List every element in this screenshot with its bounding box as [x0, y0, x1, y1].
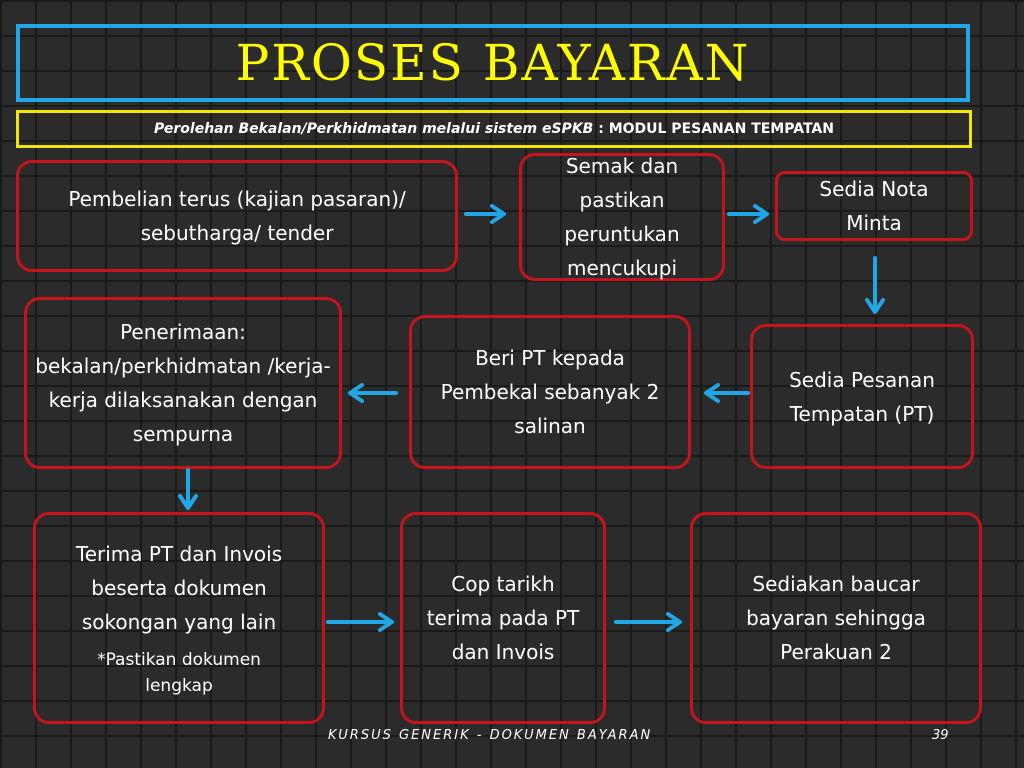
arrow-down-icon	[176, 468, 200, 512]
footer-course: KURSUS GENERIK - DOKUMEN BAYARAN	[328, 728, 653, 743]
arrow-down-icon	[863, 254, 887, 318]
arrow-right-icon	[725, 202, 775, 226]
arrow-left-icon	[700, 381, 752, 405]
step-semak	[519, 153, 725, 281]
step-nota-minta-text: Sedia Nota Minta	[819, 177, 929, 235]
subtitle-banner	[16, 110, 972, 148]
step-cop-tarikh	[400, 512, 606, 724]
step-beri-pt-text: Beri PT kepada Pembekal sebanyak 2 salinan	[440, 346, 660, 438]
step-terima-pt	[33, 512, 325, 724]
subtitle-italic: Perolehan Bekalan/Perkhidmatan melalui sistem eSPKB	[154, 121, 594, 137]
step-pembelian	[16, 160, 458, 272]
subtitle	[154, 121, 834, 137]
step-terima-pt-text: Terima PT dan Invois beserta dokumen sokongan yang lain	[75, 542, 283, 634]
step-terima-pt-note: *Pastikan dokumen lengkap	[97, 650, 261, 696]
subtitle-plain: : MODUL PESANAN TEMPATAN	[593, 121, 834, 137]
step-pembelian-text: Pembelian terus (kajian pasaran)/ sebutharga/ tender	[68, 187, 406, 245]
step-baucar-text: Sediakan baucar bayaran sehingga Perakuan 2	[746, 572, 926, 664]
page-title: PROSES BAYARAN	[235, 34, 751, 92]
step-penerimaan	[24, 297, 342, 469]
arrow-right-icon	[612, 610, 688, 634]
page-number: 39	[932, 728, 949, 743]
arrow-right-icon	[462, 202, 512, 226]
step-nota-minta	[775, 171, 973, 241]
title-banner	[16, 24, 970, 102]
step-baucar	[690, 512, 982, 724]
step-penerimaan-text: Penerimaan: bekalan/perkhidmatan /kerja-kerja dilaksanakan dengan sempurna	[35, 320, 331, 446]
step-pesanan-tempatan	[750, 324, 974, 469]
step-semak-text: Semak dan pastikan peruntukan mencukupi	[564, 154, 680, 280]
step-cop-tarikh-text: Cop tarikh terima pada PT dan Invois	[426, 572, 580, 664]
arrow-right-icon	[324, 610, 400, 634]
arrow-left-icon	[344, 381, 400, 405]
step-beri-pt	[409, 315, 691, 469]
step-pesanan-tempatan-text: Sedia Pesanan Tempatan (PT)	[789, 367, 935, 426]
